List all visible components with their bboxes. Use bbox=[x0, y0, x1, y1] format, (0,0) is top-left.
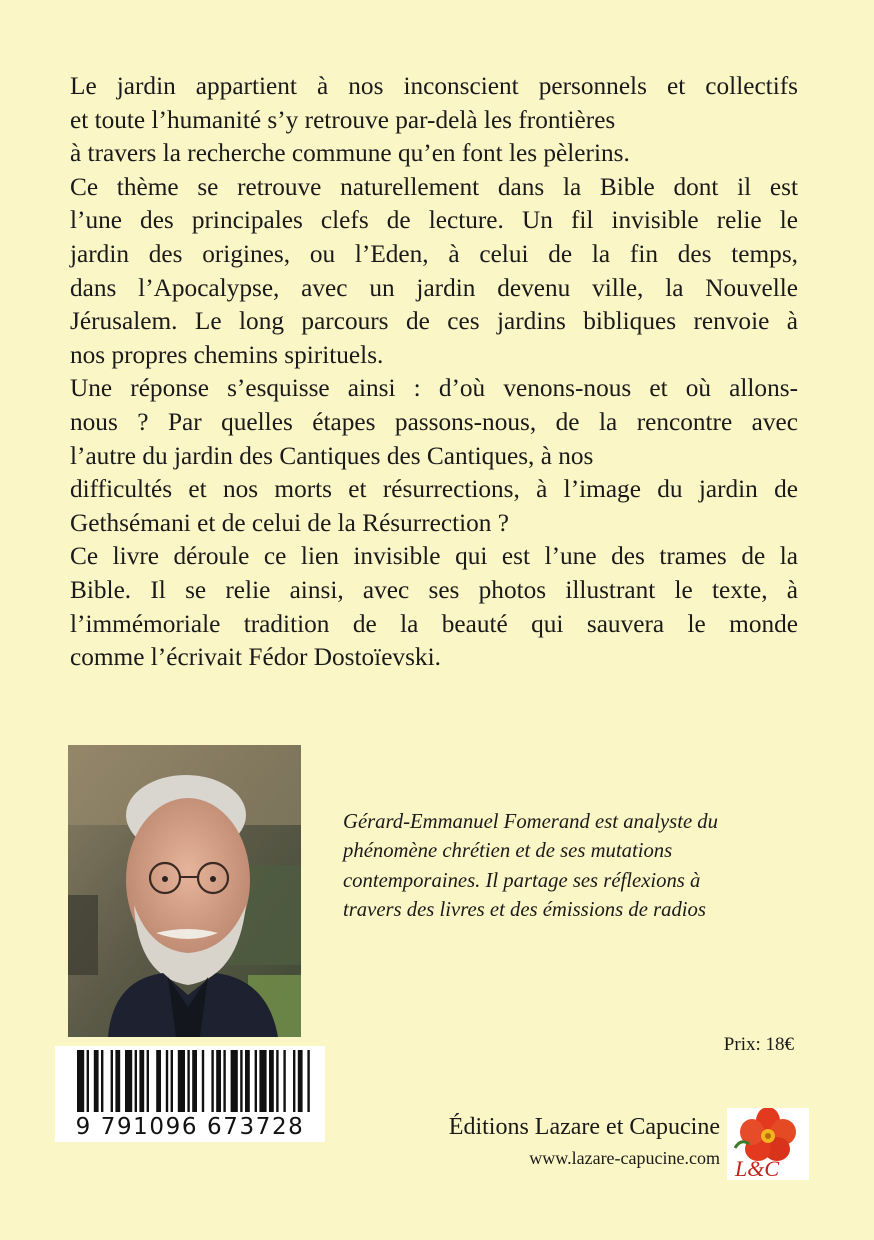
barcode-bar bbox=[307, 1050, 309, 1112]
author-portrait-photo bbox=[68, 745, 301, 1037]
blurb-line: Gethsémani et de celui de la Résurrection ? bbox=[70, 508, 510, 537]
barcode-bar bbox=[135, 1050, 137, 1112]
publisher-website: www.lazare-capucine.com bbox=[529, 1148, 720, 1168]
blurb-line: nos propres chemins spirituels. bbox=[70, 340, 384, 369]
barcode-bar bbox=[240, 1050, 242, 1112]
blurb-line: à travers la recherche commune qu’en font les pèlerins. bbox=[70, 139, 630, 168]
blurb-line: jardin des origines, ou l’Eden, à celui de la fin des temps, bbox=[70, 239, 798, 268]
barcode-bar bbox=[156, 1050, 161, 1112]
barcode-bar bbox=[283, 1050, 285, 1112]
isbn-number: 9 791096 673728 bbox=[75, 1114, 305, 1140]
barcode-bar bbox=[245, 1050, 250, 1112]
barcode-bar bbox=[255, 1050, 257, 1112]
blurb-line: difficultés et nos morts et résurrections, à l’image du jardin de bbox=[70, 475, 798, 504]
blurb-paragraph bbox=[70, 70, 798, 171]
blurb-line: Ce livre déroule ce lien invisible qui est l’une des trames de la bbox=[70, 542, 798, 571]
blurb-line: comme l’écrivait Fédor Dostoïevski. bbox=[70, 643, 441, 672]
author-bio bbox=[343, 808, 813, 925]
author-photo bbox=[68, 745, 301, 1037]
barcode-bar bbox=[115, 1050, 120, 1112]
barcode-bar bbox=[269, 1050, 274, 1112]
barcode-bar bbox=[223, 1050, 225, 1112]
barcode-bar bbox=[202, 1050, 204, 1112]
barcode-bar bbox=[293, 1050, 295, 1112]
barcode-bar bbox=[211, 1050, 213, 1112]
price-label: Prix: 18€ bbox=[723, 1034, 794, 1055]
bio-line: Gérard-Emmanuel Fomerand est analyste du bbox=[343, 811, 718, 833]
barcode-bar bbox=[178, 1050, 185, 1112]
blurb-line: Jérusalem. Le long parcours de ces jardins bibliques renvoie à bbox=[70, 307, 798, 336]
bio-line: travers des livres et des émissions de radios bbox=[343, 898, 706, 921]
barcode-bar bbox=[125, 1050, 132, 1112]
blurb-line: et toute l’humanité s’y retrouve par-delà les frontières bbox=[70, 105, 616, 134]
bio-line: phénomène chrétien et de ses mutations bbox=[343, 840, 673, 863]
blurb-line: Le jardin appartient à nos inconscient personnels et collectifs bbox=[70, 72, 798, 100]
flower-logo-icon bbox=[727, 1108, 809, 1180]
blurb-line: dans l’Apocalypse, avec un jardin devenu ville, la Nouvelle bbox=[70, 273, 798, 302]
bio-line: contemporaines. Il partage ses réflexions à bbox=[343, 869, 701, 892]
barcode-bars bbox=[55, 1046, 325, 1116]
barcode-bar bbox=[171, 1050, 173, 1112]
blurb-line: Ce thème se retrouve naturellement dans la Bible dont il est bbox=[70, 172, 798, 201]
barcode-bar bbox=[147, 1050, 149, 1112]
barcode-bar bbox=[231, 1050, 238, 1112]
blurb-paragraph bbox=[70, 171, 798, 373]
barcode-bar bbox=[259, 1050, 266, 1112]
publisher-logo bbox=[727, 1108, 809, 1180]
blurb-line: l’immémoriale tradition de la beauté qui sauvera le monde bbox=[70, 609, 798, 638]
blurb-line: l’une des principales clefs de lecture. Un fil invisible relie le bbox=[70, 206, 798, 235]
barcode-bar bbox=[192, 1050, 197, 1112]
barcode-bar bbox=[298, 1050, 303, 1112]
blurb-paragraph bbox=[70, 372, 798, 540]
blurb-paragraph bbox=[70, 540, 798, 674]
barcode-bar bbox=[87, 1050, 89, 1112]
barcode-bar bbox=[101, 1050, 103, 1112]
logo-letters: L&C bbox=[735, 1156, 780, 1180]
barcode-bar bbox=[77, 1050, 84, 1112]
blurb-line: l’autre du jardin des Cantiques des Cantiques, à nos bbox=[70, 441, 594, 470]
barcode-bar bbox=[139, 1050, 144, 1112]
barcode-bar bbox=[166, 1050, 168, 1112]
barcode-bar bbox=[276, 1050, 278, 1112]
blurb-line: nous ? Par quelles étapes passons-nous, de la rencontre avec bbox=[70, 407, 798, 436]
isbn-barcode bbox=[55, 1046, 325, 1142]
barcode-bar bbox=[216, 1050, 221, 1112]
back-cover-blurb bbox=[70, 70, 798, 675]
barcode-bar bbox=[187, 1050, 189, 1112]
publisher-name: Éditions Lazare et Capucine bbox=[448, 1114, 720, 1140]
barcode-bar bbox=[94, 1050, 99, 1112]
blurb-line: Une réponse s’esquisse ainsi : d’où venons-nous et où allons- bbox=[70, 374, 798, 403]
blurb-line: Bible. Il se relie ainsi, avec ses photos illustrant le texte, à bbox=[70, 575, 798, 604]
barcode-bar bbox=[111, 1050, 113, 1112]
